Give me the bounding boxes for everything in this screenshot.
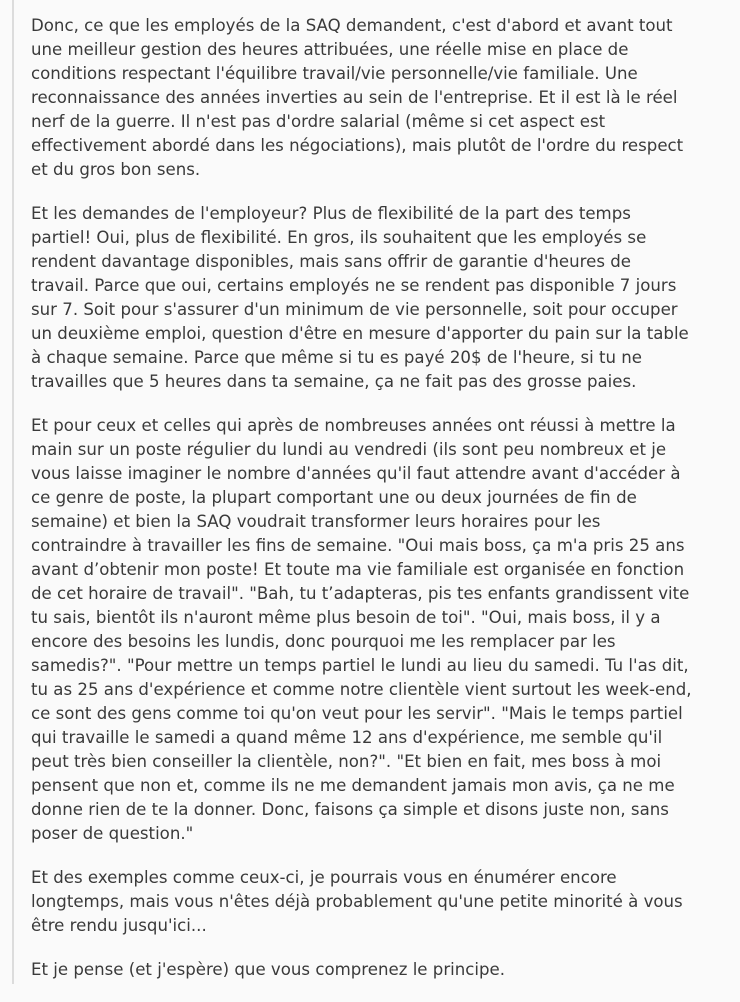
paragraph-conclusion: Et je pense (et j'espère) que vous comprenez le principe.	[31, 960, 506, 979]
paragraph-examples: Et des exemples comme ceux-ci, je pourrais vous en énumérer encore longtemps, mais vous n'êtes déjà probablement qu'une petite minorité à vous être rendu jusqu'ici...	[31, 868, 683, 935]
paragraph-employer-demands: Et les demandes de l'employeur? Plus de flexibilité de la part des temps partiel! Oui, plus de flexibilité. En gros, ils souhaitent que les employés se rendent davantage disponibles, mais sans offrir de garantie d'heures de travail. Parce que oui, certains employés ne se rendent pas disponible 7 jours sur 7. Soit pour s'assurer d'un minimum de vie personnelle, soit pour occuper un deuxième emploi, question d'être en mesure d'apporter du pain sur la table à chaque semaine. Parce que même si tu es payé 20$ de l'heure, si tu ne travailles que 5 heures dans ta semaine, ça ne fait pas des grosse paies.	[31, 204, 689, 391]
paragraph-regular-positions: Et pour ceux et celles qui après de nombreuses années ont réussi à mettre la main sur un poste régulier du lundi au vendredi (ils sont peu nombreux et je vous laisse imaginer le nombre d'années qu'il faut attendre avant d'accéder à ce genre de poste, la plupart comportant une ou deux journées de fin de semaine) et bien la SAQ voudrait transformer leurs horaires pour les contraindre à travailler les fins de semaine. "Oui mais boss, ça m'a pris 25 ans avant d’obtenir mon poste! Et toute ma vie familiale est organisée en fonction de cet horaire de travail". "Bah, tu t’adapteras, pis tes enfants grandissent vite tu sais, bientôt ils n'auront même plus besoin de toi". "Oui, mais boss, il y a encore des besoins les lundis, donc pourquoi me les remplacer par les samedis?". "Pour mettre un temps partiel le lundi au lieu du samedi. Tu l'as dit, tu as 25 ans d'expérience et comme notre clientèle vient surtout les week-end, ce sont des gens comme toi qu'on veut pour les servir". "Mais le temps partiel qui travaille le samedi a quand même 12 ans d'expérience, me semble qu'il peut très bien conseiller la clientèle, non?". "Et bien en fait, mes boss à moi pensent que non et, comme ils ne me demandent jamais mon avis, ça ne me donne rien de te la donner. Donc, faisons ça simple et disons juste non, sans poser de question."	[31, 416, 692, 843]
quote-left-border	[12, 0, 14, 984]
article-body	[31, 14, 731, 1002]
paragraph-employee-demands: Donc, ce que les employés de la SAQ demandent, c'est d'abord et avant tout une meilleur gestion des heures attribuées, une réelle mise en place de conditions respectant l'équilibre travail/vie personnelle/vie familiale. Une reconnaissance des années inverties au sein de l'entreprise. Et il est là le réel nerf de la guerre. Il n'est pas d'ordre salarial (même si cet aspect est effectivement abordé dans les négociations), mais plutôt de l'ordre du respect et du gros bon sens.	[31, 16, 684, 179]
